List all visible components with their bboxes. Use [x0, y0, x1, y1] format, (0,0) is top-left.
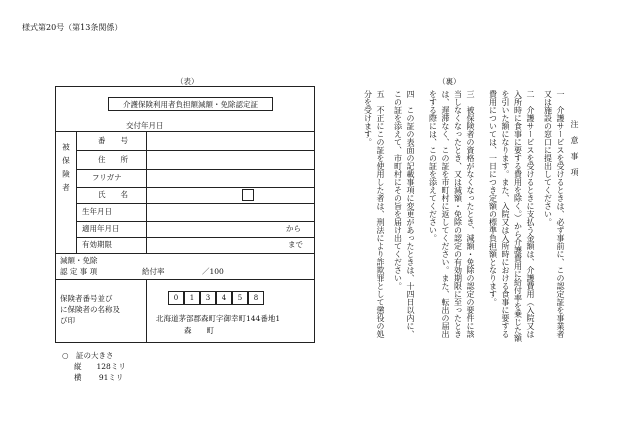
insurer-digit: 4: [216, 291, 232, 305]
front-side-label: （表）: [176, 77, 199, 86]
seal-square: [242, 189, 254, 201]
card-size-note: [62, 350, 126, 383]
note-item-3: 三 被保険者の資格がなくなったとき、減額・免除の認定の要件に該当しなくなったとき、又は減額・免除の認定の有効期限に至ったときは、遅滞なく、この証を市町村に返してください。また、転出の届出をする際には、この証を添えてください。: [428, 90, 475, 338]
birthdate-label: 生年月日: [82, 207, 112, 216]
issue-date-label: 交付年月日: [126, 121, 164, 130]
benefit-rate-denominator: ／100: [202, 267, 224, 276]
insurer-address: 北海道茅部郡森町字御幸町144番地1: [156, 314, 281, 323]
back-side-label: （裏）: [438, 77, 461, 86]
valid-until-label: 有効期限: [82, 240, 112, 249]
furigana-label: フリガナ: [92, 173, 122, 182]
insurer-label-line3: び印: [60, 316, 75, 325]
notes-heading: 注 意 事 項: [570, 120, 579, 176]
applicable-date-label: 適用年月日: [82, 224, 120, 233]
note-item-5: 五 不正にこの証を使用した者は、刑法により詐欺罪として懲役の処分を受けます。: [363, 90, 385, 338]
form-number: 様式第20号（第13条関係）: [22, 23, 123, 32]
card-size-height: 縦 128ミリ: [74, 362, 126, 371]
reduction-label-line1: 減額・免除: [60, 256, 98, 265]
insurer-label-line1: 保険者番号並び: [60, 294, 113, 303]
name-label: 氏 名: [98, 190, 128, 199]
insurer-digit: 3: [200, 291, 216, 305]
insured-person-label: 被保険者: [61, 143, 71, 197]
insurer-label-line2: に保険者の名称及: [60, 305, 120, 314]
card-size-heading: ○ 証の大きさ: [62, 351, 114, 360]
insurer-digit: 8: [248, 291, 264, 305]
certificate-card-front: [55, 86, 315, 343]
insurer-digit: 1: [184, 291, 200, 305]
until-label: まで: [288, 240, 303, 249]
note-item-4: 四 この証の表面の記載事項に変更があったときは、十四日以内に、この証を添えて、市町村にその旨を届け出てください。: [393, 90, 415, 338]
insurer-digit: 5: [232, 291, 248, 305]
reduction-label-line2: 認 定 事 項: [60, 267, 98, 276]
number-label: 番 号: [98, 136, 128, 145]
certificate-title: 介護保険利用者負担額減額・免除認定証: [108, 97, 273, 111]
note-item-2: 二 介護サービスを受けるときに支払う金額は、介護費用（入院又は入所時に食事に要する費用を除く。）から介護費用に給付率を乗じた額を引いた額になります。また、入院又は入所時における食事に要する費用については、一日につき定額の標準負担額となります。: [488, 90, 535, 342]
insurer-digit: 0: [168, 291, 184, 305]
note-item-1: 一 介護サービスを受けるときは、必ず事前に、この認定証を事業者又は施設の窓口に提出してください。: [543, 90, 565, 338]
certificate-card-back: [330, 90, 580, 350]
card-size-width: 横 91ミリ: [74, 373, 124, 382]
benefit-rate-label: 給付率: [142, 267, 165, 276]
insurer-name: 森 町: [184, 326, 214, 335]
address-label: 住 所: [98, 155, 128, 164]
from-label: から: [286, 224, 301, 233]
